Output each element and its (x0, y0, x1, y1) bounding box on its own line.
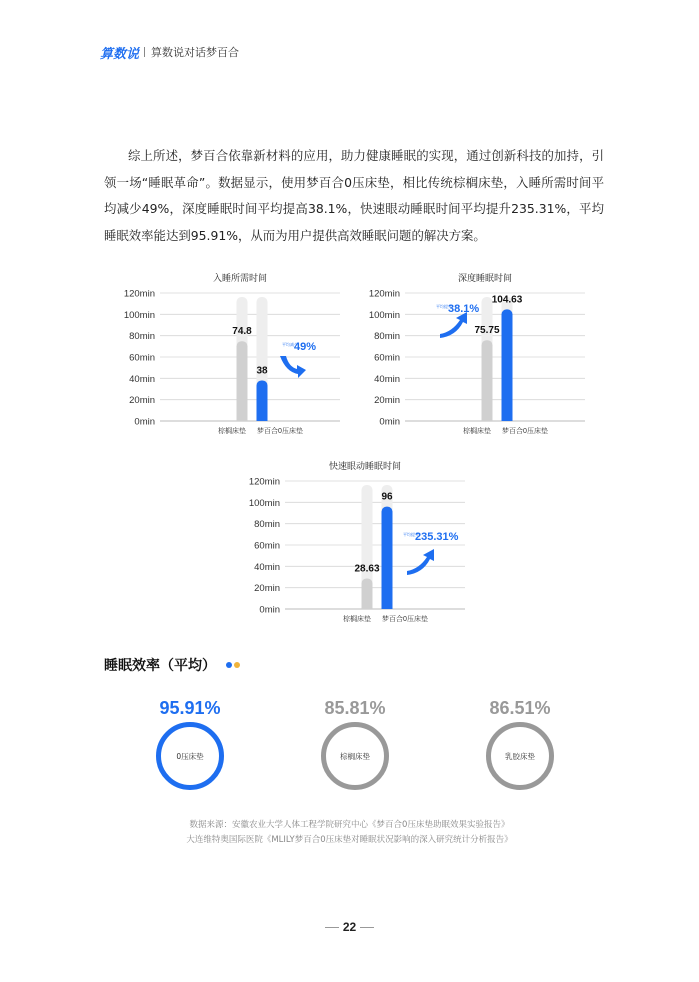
y-tick-label: 80min (254, 519, 280, 531)
bar-mlily (382, 507, 393, 609)
chart-title: 入睡所需时间 (212, 273, 268, 283)
bar-value-label: 104.63 (491, 294, 523, 306)
bar-mlily (257, 380, 268, 421)
y-tick-label: 60min (129, 352, 155, 364)
efficiency-ring (156, 722, 224, 790)
efficiency-section-title (104, 655, 240, 675)
bar-base (237, 416, 248, 421)
y-tick-label: 100min (248, 497, 280, 509)
trend-arrow-icon (280, 356, 306, 378)
y-tick-label: 80min (374, 331, 400, 343)
page-number (0, 920, 699, 934)
y-tick-label: 20min (254, 583, 280, 595)
header-divider (144, 47, 145, 57)
bar-base (502, 416, 513, 421)
y-tick-label: 100min (123, 309, 155, 321)
yellow-dot-icon (234, 662, 240, 668)
data-source (0, 818, 699, 848)
page-header (100, 42, 239, 62)
page-number-right-rule (360, 927, 374, 928)
efficiency-percent: 95.91% (159, 698, 221, 718)
bar-base (362, 604, 373, 609)
bar-mlily (502, 309, 513, 421)
trend-arrow-icon (440, 312, 467, 338)
blue-dot-icon (226, 662, 232, 668)
efficiency-ring-label: 0压床垫 (176, 751, 204, 761)
annotation-label: 平均提升 (403, 532, 419, 537)
annotation-value: 235.31% (415, 531, 459, 543)
y-tick-label: 100min (368, 309, 400, 321)
bar-value-label: 38 (256, 365, 268, 377)
y-tick-label: 60min (254, 540, 280, 552)
y-tick-label: 20min (374, 395, 400, 407)
header-subtitle: 算数说对话梦百合 (151, 46, 240, 59)
category-label: 棕榈床垫 (218, 428, 246, 435)
y-tick-label: 20min (129, 395, 155, 407)
chart-sleep-onset-time (110, 268, 345, 440)
bar-base (382, 604, 393, 609)
category-label: 梦百合0压床垫 (502, 428, 548, 435)
y-tick-label: 0min (259, 604, 280, 616)
annotation-label: 平均减少 (282, 342, 298, 347)
bar-value-label: 74.8 (232, 326, 252, 338)
efficiency-percent: 86.51% (489, 698, 551, 718)
chart-rem-sleep-time (235, 456, 470, 628)
efficiency-ring-label: 棕榈床垫 (340, 751, 370, 761)
y-tick-label: 120min (123, 288, 155, 300)
y-tick-label: 60min (374, 352, 400, 364)
category-label: 梦百合0压床垫 (257, 428, 303, 435)
efficiency-ring (321, 722, 389, 790)
bar-value-label: 96 (381, 491, 393, 503)
efficiency-ring-label: 乳胶床垫 (505, 751, 535, 761)
bar-value-label: 75.75 (474, 325, 500, 337)
y-tick-label: 40min (374, 373, 400, 385)
trend-arrow-icon (407, 549, 434, 575)
bar-palm (482, 340, 493, 421)
y-tick-label: 80min (129, 331, 155, 343)
page-number-left-rule (325, 927, 339, 928)
annotation-value: 49% (294, 341, 317, 353)
page-number-text: 22 (342, 920, 357, 934)
y-tick-label: 40min (254, 561, 280, 573)
bar-base (482, 416, 493, 421)
y-tick-label: 0min (379, 416, 400, 428)
bar-base (257, 416, 268, 421)
bar-palm (237, 341, 248, 421)
source-line-2: 大连维特奥国际医院《MLILY梦百合0压床垫对睡眠状况影响的深入研究统计分析报告》 (186, 835, 513, 845)
chart-deep-sleep-time (355, 268, 590, 440)
bar-value-label: 28.63 (354, 563, 380, 575)
category-label: 棕榈床垫 (463, 428, 491, 435)
summary-paragraph: 综上所述，梦百合依靠新材料的应用，助力健康睡眠的实现，通过创新科技的加持，引领一场“睡眠革命”。数据显示，使用梦百合0压床垫，相比传统棕榈床垫，入睡所需时间平均减少49%，深度睡眠时间平均提高38.1%，快速眼动睡眠时间平均提升235.31%，平均睡眠效率能达到95.91%，从而为用户提供高效睡眠问题的解决方案。 (104, 148, 604, 243)
y-tick-label: 0min (134, 416, 155, 428)
y-tick-label: 40min (129, 373, 155, 385)
efficiency-percent: 85.81% (324, 698, 386, 718)
annotation-value: 38.1% (448, 303, 480, 315)
category-label: 梦百合0压床垫 (382, 616, 428, 623)
brand-logo: 算数说 (100, 46, 140, 62)
category-label: 棕榈床垫 (343, 616, 371, 623)
efficiency-ring (486, 722, 554, 790)
chart-title: 快速眼动睡眠时间 (328, 461, 402, 471)
chart-title: 深度睡眠时间 (457, 273, 513, 283)
annotation-label: 平均提升 (436, 304, 452, 309)
source-line-1: 数据来源：安徽农业大学人体工程学院研究中心《梦百合0压床垫助眠效果实验报告》 (189, 820, 510, 830)
y-tick-label: 120min (368, 288, 400, 300)
efficiency-title-text: 睡眠效率（平均） (104, 658, 216, 674)
y-tick-label: 120min (248, 476, 280, 488)
